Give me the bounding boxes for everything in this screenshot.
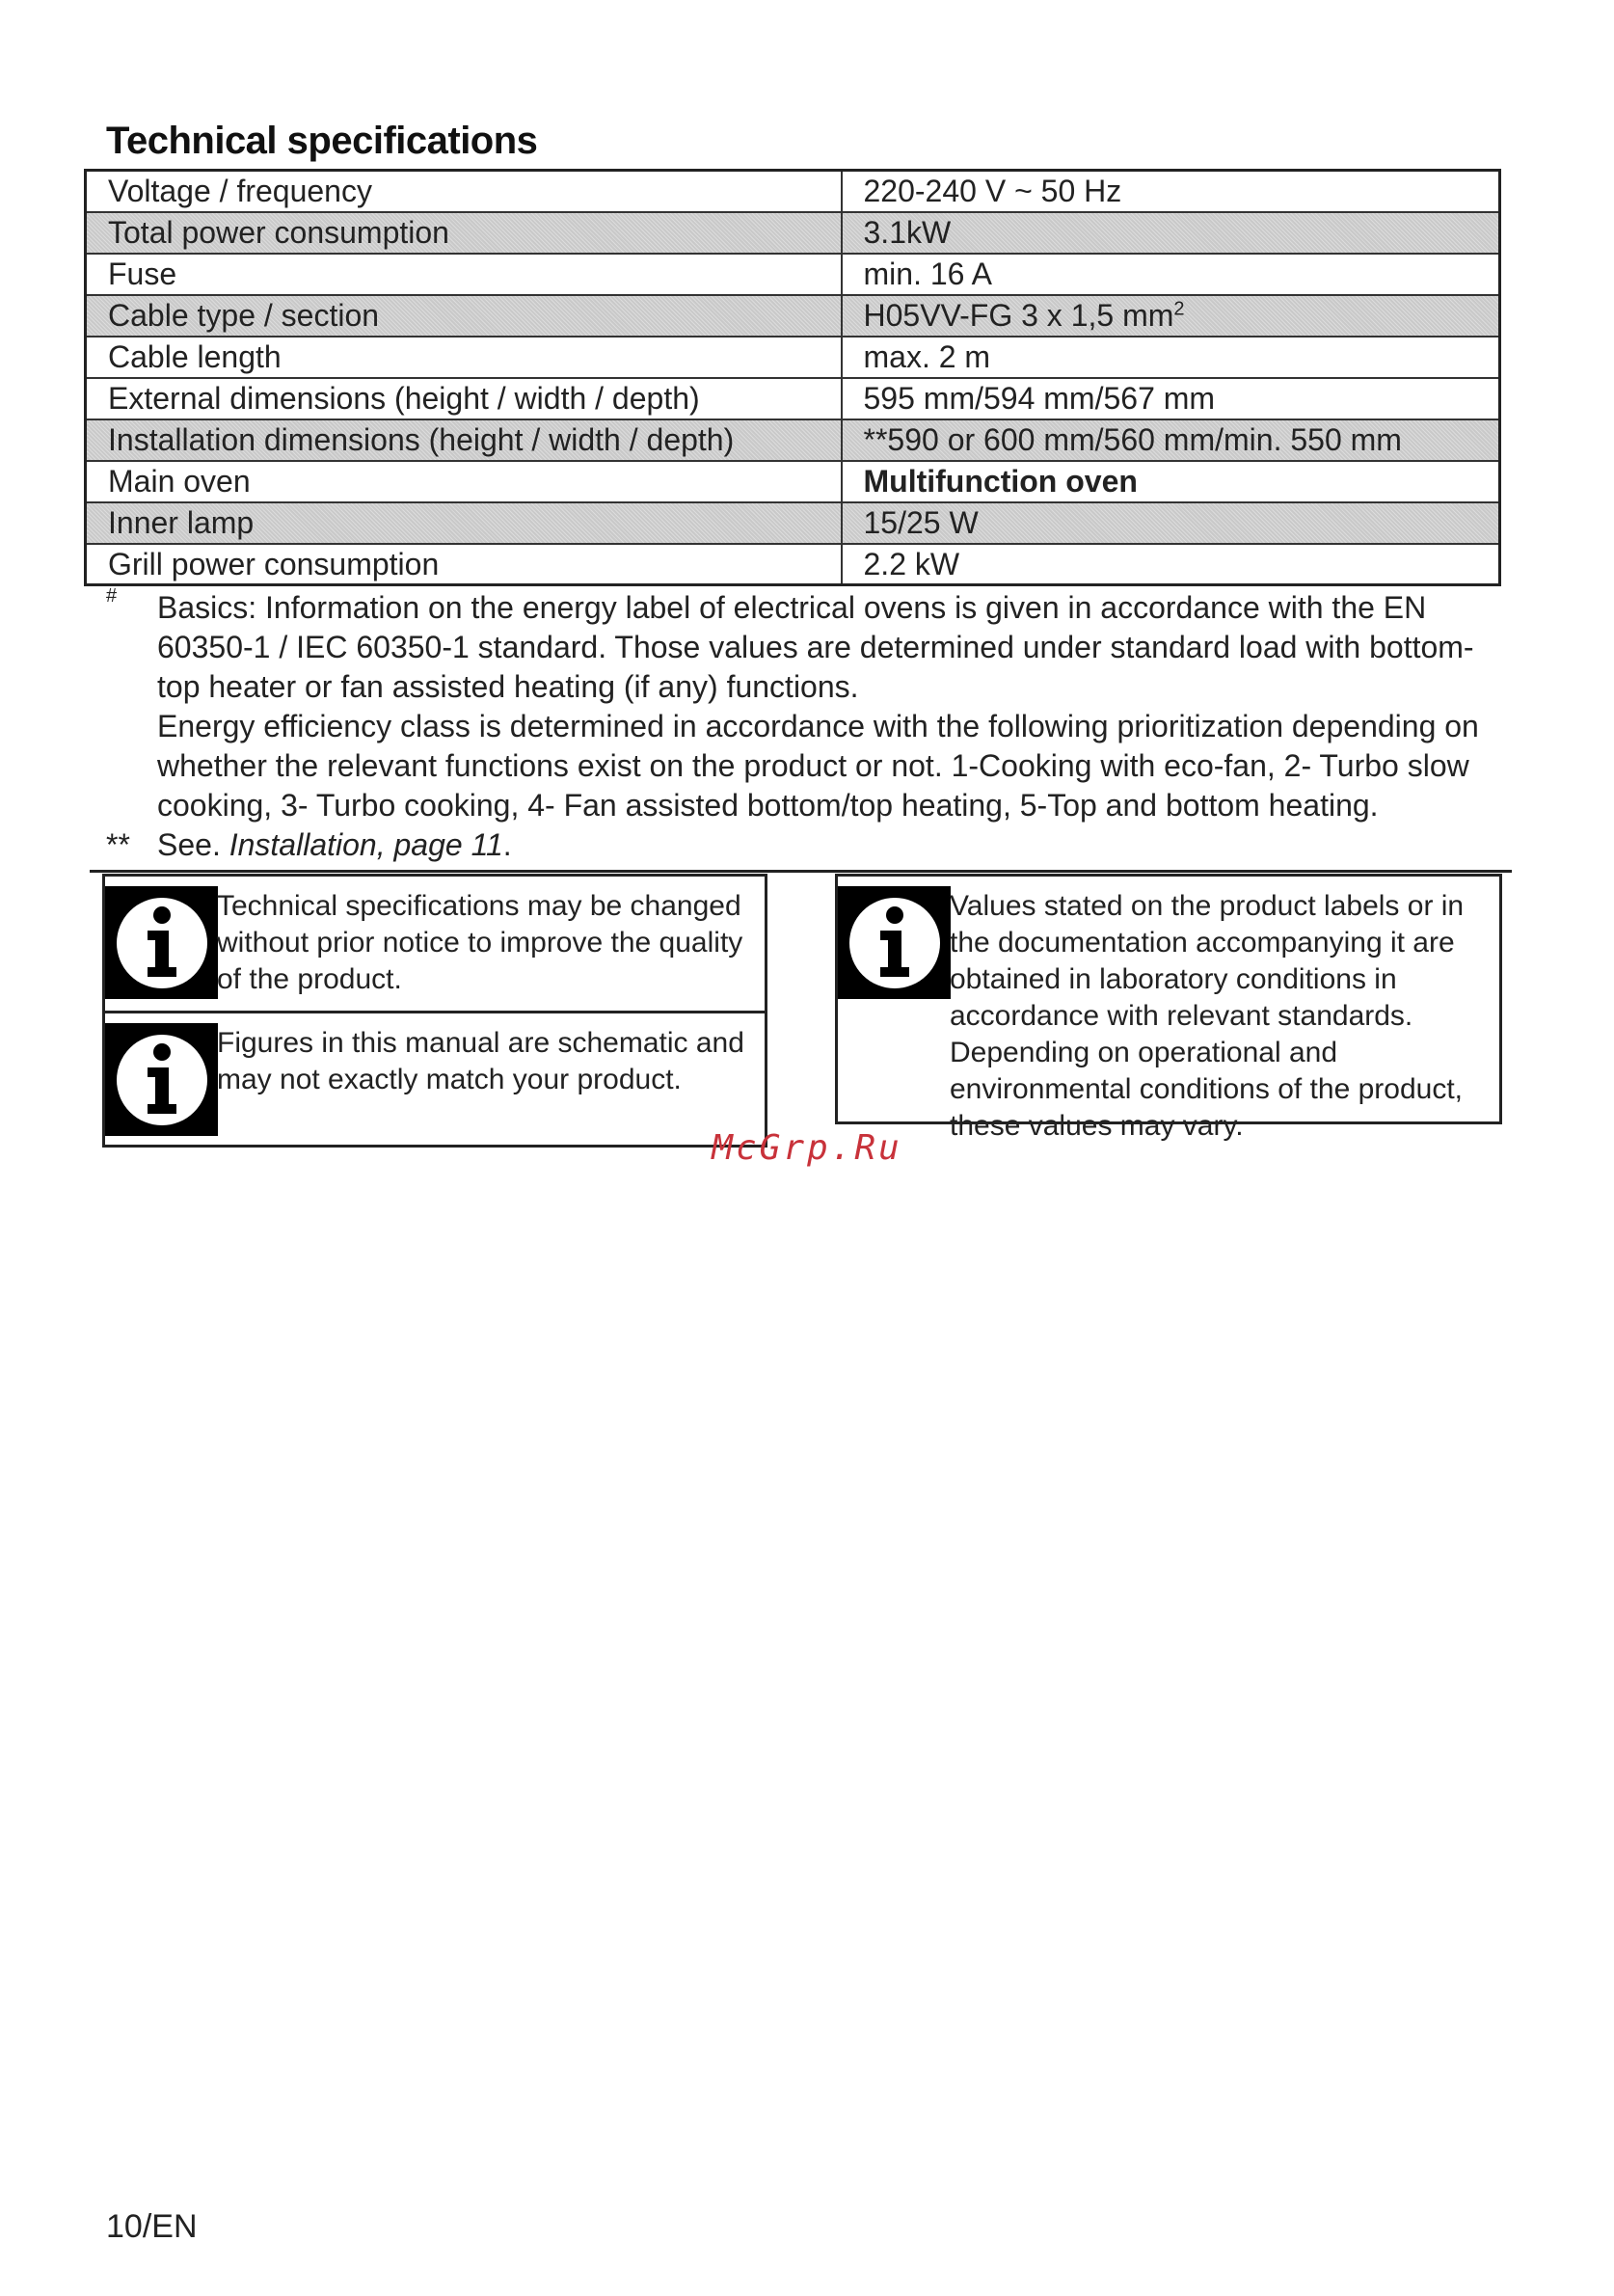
spec-label: Inner lamp (86, 502, 842, 544)
watermark: McGrp.Ru (712, 1128, 902, 1168)
table-row (86, 419, 1500, 461)
spec-value: 3.1kW (842, 212, 1500, 254)
spec-label: Grill power consumption (86, 544, 842, 585)
spec-label: Cable type / section (86, 295, 842, 337)
table-row (86, 295, 1500, 337)
table-row (86, 254, 1500, 295)
page-title: Technical specifications (106, 120, 538, 162)
spec-value: 2.2 kW (842, 544, 1500, 585)
info-text: Figures in this manual are schematic and may not exactly match your product. (217, 1027, 744, 1095)
footnote-mark: # (106, 585, 118, 607)
spec-value: 595 mm/594 mm/567 mm (842, 378, 1500, 419)
info-icon-graphic (842, 890, 948, 996)
table-row (86, 212, 1500, 254)
info-box-right (835, 874, 1502, 1142)
footnotes (106, 585, 1504, 865)
page-number: 10/EN (106, 2208, 198, 2245)
spec-value: 220-240 V ~ 50 Hz (842, 171, 1500, 212)
table-row (86, 337, 1500, 378)
footnote-reference: Installation, page 11 (229, 827, 503, 862)
spec-value: Multifunction oven (842, 461, 1500, 502)
info-icon (105, 1023, 218, 1136)
box-divider (105, 1011, 765, 1013)
spec-value (842, 295, 1500, 337)
spec-value: **590 or 600 mm/560 mm/min. 550 mm (842, 419, 1500, 461)
spec-label: Installation dimensions (height / width / depth) (86, 419, 842, 461)
footnote-prefix: See. (157, 827, 229, 862)
spec-value-text: H05VV-FG 3 x 1,5 mm (863, 298, 1174, 333)
footnote-mark: ** (106, 827, 130, 862)
table-row (86, 461, 1500, 502)
spec-label: Cable length (86, 337, 842, 378)
table-row (86, 171, 1500, 212)
info-text: Values stated on the product labels or in the documentation accompanying it are obtained in laboratory conditions in accordance with relevant standards. Depending on operational and environmental conditions of the product, these values may vary. (950, 890, 1465, 1142)
spec-value: max. 2 m (842, 337, 1500, 378)
footnote-paragraph: Energy efficiency class is determined in accordance with the following prioritization depending on whether the relevant functions exist on the product or not. 1-Cooking with eco-fan, 2- Turbo slow cooking, 3- Turbo cooking, 4- Fan assisted bottom/top heating, 5-Top and bottom heating. (157, 709, 1479, 823)
spec-label: Total power consumption (86, 212, 842, 254)
footnote-hash (106, 585, 1504, 825)
table-row (86, 502, 1500, 544)
info-icon-graphic (109, 1027, 215, 1133)
table-row (86, 544, 1500, 585)
section-divider (90, 870, 1512, 873)
spec-value: 15/25 W (842, 502, 1500, 544)
info-icon-graphic (109, 890, 215, 996)
info-icon (838, 886, 951, 999)
info-icon (105, 886, 218, 999)
spec-label: Main oven (86, 461, 842, 502)
footnote-paragraph (157, 825, 1504, 865)
specifications-table (84, 169, 1501, 586)
spec-label: Voltage / frequency (86, 171, 842, 212)
footnote-double-star (106, 825, 1504, 865)
table-row (86, 378, 1500, 419)
spec-label: External dimensions (height / width / depth) (86, 378, 842, 419)
footnote-paragraph: Basics: Information on the energy label of electrical ovens is given in accordance with the EN 60350-1 / IEC 60350-1 standard. Those values are determined under standard load with bottom-top heater or fan assisted heating (if any) functions. (157, 590, 1474, 704)
info-box-left (102, 874, 767, 1148)
info-text: Technical specifications may be changed without prior notice to improve the quality of the product. (217, 890, 743, 995)
spec-value: min. 16 A (842, 254, 1500, 295)
spec-label: Fuse (86, 254, 842, 295)
spec-value-superscript: 2 (1173, 298, 1185, 320)
footnote-suffix: . (502, 827, 512, 862)
